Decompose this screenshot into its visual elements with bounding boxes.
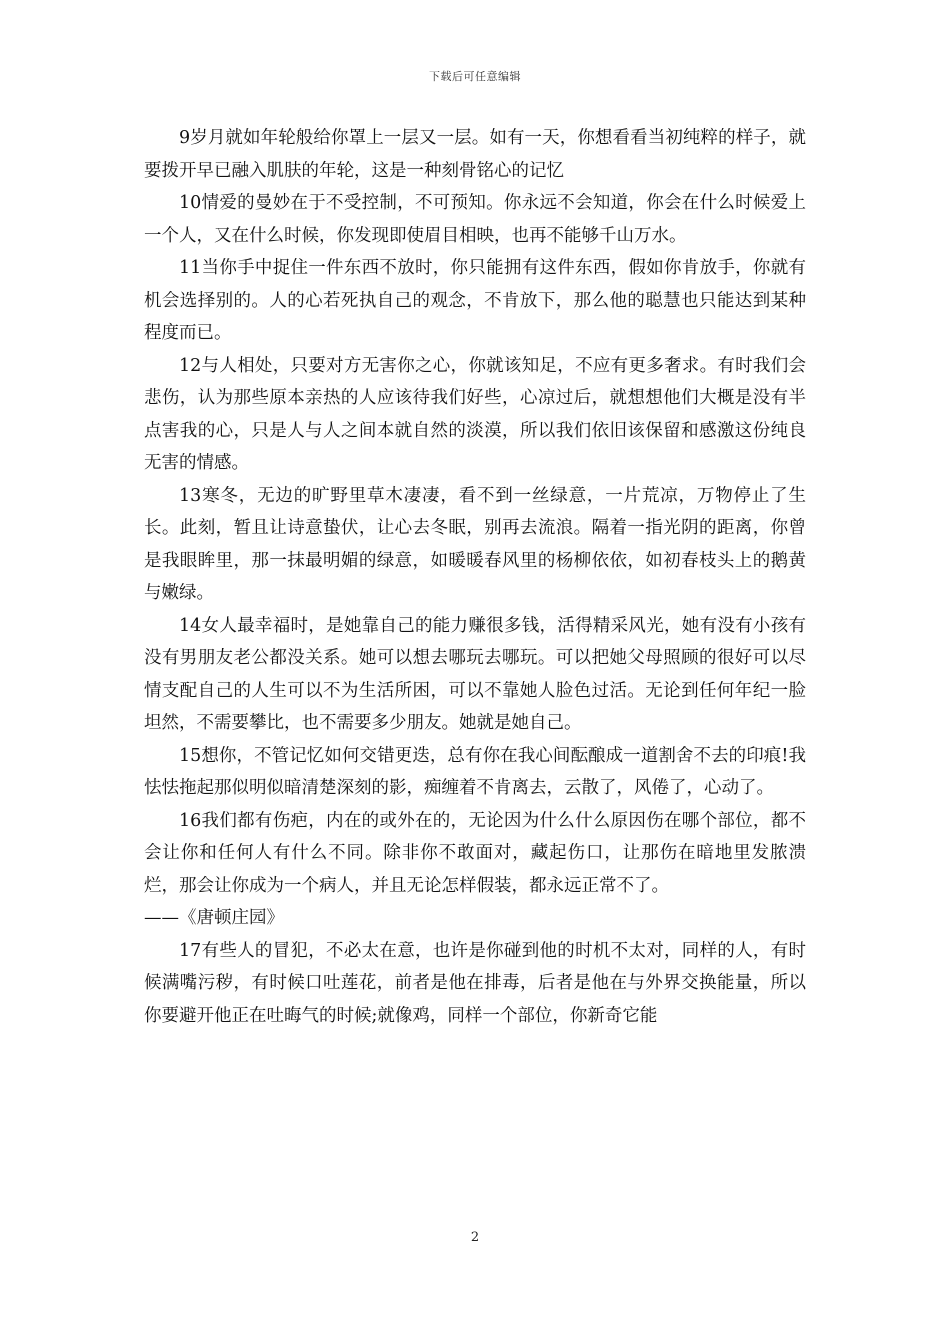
paragraph-16: 16我们都有伤疤，内在的或外在的，无论因为什么什么原因伤在哪个部位，都不会让你和任何人有什么不同。除非你不敢面对，藏起伤口，让那伤在暗地里发脓溃烂，那会让你成为一个病人，并且无论怎样假装，都永远正常不了。: [144, 810, 806, 896]
quote-attribution: ——《唐顿庄园》: [144, 908, 284, 928]
page-header: 下载后可任意编辑: [429, 70, 521, 83]
page-number: 2: [470, 1230, 480, 1245]
paragraph-15: 15想你，不管记忆如何交错更迭，总有你在我心间酝酿成一道割舍不去的印痕!我怯怯拖起那似明似暗清楚深刻的影，痴缠着不肯离去，云散了，风倦了，心动了。: [144, 745, 806, 798]
paragraph-11: 11当你手中捉住一件东西不放时，你只能拥有这件东西，假如你肯放手，你就有机会选择别的。人的心若死执自己的观念，不肯放下，那么他的聪慧也只能达到某种程度而已。: [144, 258, 806, 343]
paragraph-10: 10情爱的曼妙在于不受控制，不可预知。你永远不会知道，你会在什么时候爱上一个人，又在什么时候，你发现即使眉目相映，也再不能够千山万水。: [144, 193, 806, 246]
page-body: [144, 122, 806, 1032]
paragraph-17: 17有些人的冒犯，不必太在意，也许是你碰到他的时机不太对，同样的人，有时候满嘴污秽，有时候口吐莲花，前者是他在排毒，后者是他在与外界交换能量，所以你要避开他正在吐晦气的时候;就像鸡，同样一个部位，你新奇它能: [144, 940, 806, 1026]
paragraph-13: 13寒冬，无边的旷野里草木凄凄，看不到一丝绿意，一片荒凉，万物停止了生长。此刻，暂且让诗意蛰伏，让心去冬眠，别再去流浪。隔着一指光阴的距离，你曾是我眼眸里，那一抹最明媚的绿意，如暖暖春风里的杨柳依依，如初春枝头上的鹅黄与嫩绿。: [144, 485, 806, 603]
paragraph-9: 9岁月就如年轮般给你罩上一层又一层。如有一天，你想看看当初纯粹的样子，就要拨开早已融入肌肤的年轮，这是一种刻骨铭心的记忆: [144, 128, 806, 181]
paragraph-14: 14女人最幸福时，是她靠自己的能力赚很多钱，活得精采风光，她有没有小孩有没有男朋友老公都没关系。她可以想去哪玩去哪玩。可以把她父母照顾的很好可以尽情支配自己的人生可以不为生活所困，可以不靠她人脸色过活。无论到任何年纪一脸坦然，不需要攀比，也不需要多少朋友。她就是她自己。: [144, 615, 806, 733]
paragraph-12: 12与人相处，只要对方无害你之心，你就该知足，不应有更多奢求。有时我们会悲伤，认为那些原本亲热的人应该待我们好些，心凉过后，就想想他们大概是没有半点害我的心，只是人与人之间本就自然的淡漠，所以我们依旧该保留和感激这份纯良无害的情感。: [144, 355, 806, 473]
